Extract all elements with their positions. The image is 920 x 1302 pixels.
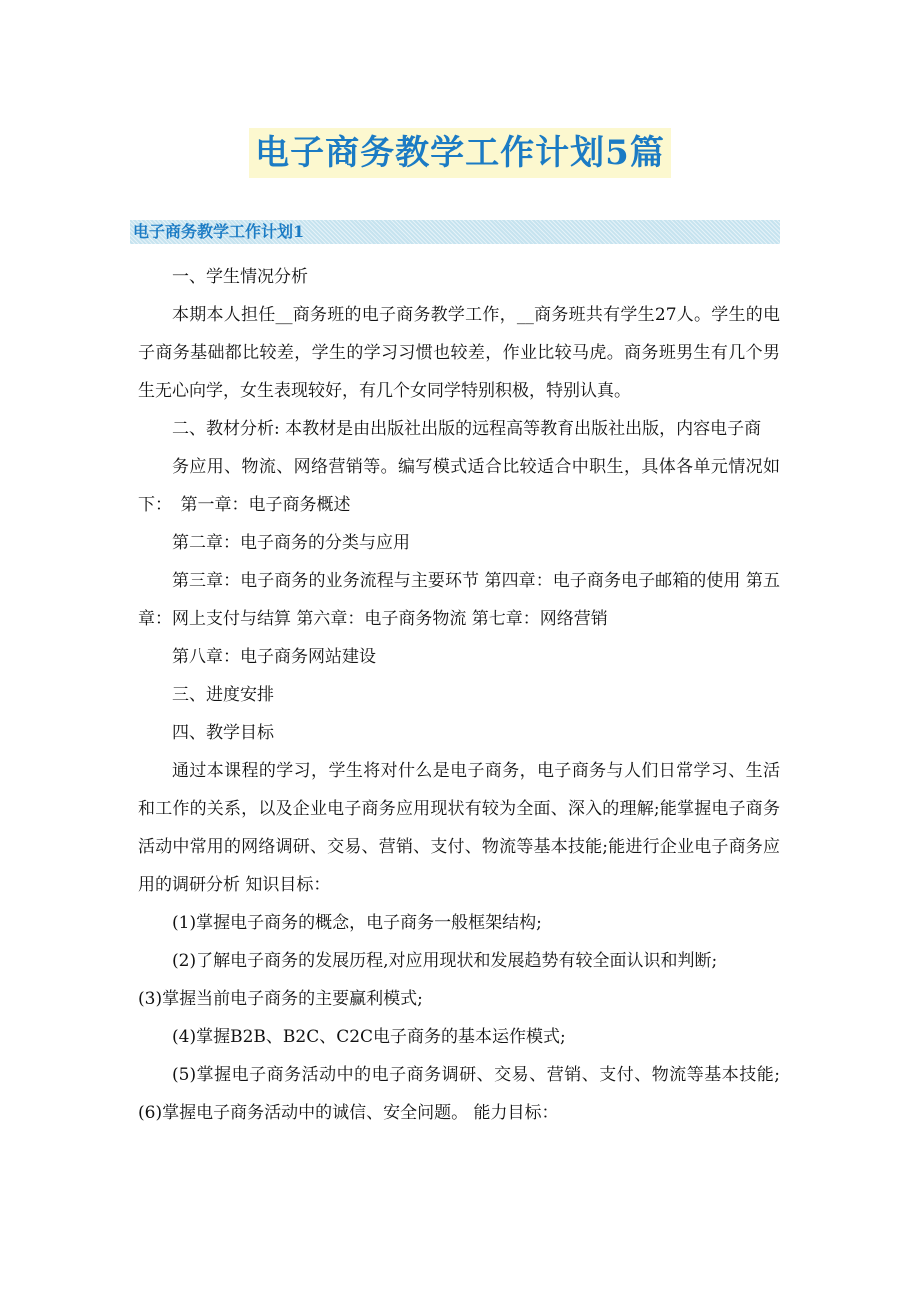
title-container <box>0 128 920 178</box>
body-paragraph: (5)掌握电子商务活动中的电子商务调研、交易、营销、支付、物流等基本技能; (6)掌握电子商务活动中的诚信、安全问题。 能力目标： <box>138 1065 780 1123</box>
body-paragraph: (2)了解电子商务的发展历程,对应用现状和发展趋势有较全面认识和判断; <box>172 951 718 971</box>
body-paragraph: 第八章：电子商务网站建设 <box>172 647 376 667</box>
body-paragraph: (1)掌握电子商务的概念，电子商务一般框架结构; <box>172 913 542 933</box>
body-paragraph: 三、进度安排 <box>172 685 274 705</box>
body-paragraph: 本期本人担任__商务班的电子商务教学工作，__商务班共有学生27人。学生的电子商务基础都比较差，学生的学习习惯也较差，作业比较马虎。商务班男生有几个男生无心向学，女生表现较好，有几个女同学特别积极，特别认真。 <box>138 305 780 401</box>
section-heading: 电子商务教学工作计划1 <box>133 222 305 241</box>
document-title: 电子商务教学工作计划5篇 <box>249 128 671 178</box>
body-paragraph: 通过本课程的学习，学生将对什么是电子商务，电子商务与人们日常学习、生活和工作的关系，以及企业电子商务应用现状有较为全面、深入的理解;能掌握电子商务活动中常用的网络调研、交易、营销、支付、物流等基本技能;能进行企业电子商务应用的调研分析 知识目标： <box>138 761 780 895</box>
body-paragraph: (3)掌握当前电子商务的主要赢利模式; <box>138 989 423 1009</box>
section-heading-bar <box>130 220 780 244</box>
body-paragraph: 四、教学目标 <box>172 723 274 743</box>
body-paragraph: 二、教材分析: 本教材是由出版社出版的远程高等教育出版社出版，内容电子商 <box>172 419 762 439</box>
body-paragraph: (4)掌握B2B、B2C、C2C电子商务的基本运作模式; <box>172 1027 566 1047</box>
body-paragraph: 第二章：电子商务的分类与应用 <box>172 533 410 553</box>
body-paragraph: 一、学生情况分析 <box>172 267 308 287</box>
document-body <box>138 258 780 1132</box>
body-paragraph: 第三章：电子商务的业务流程与主要环节 第四章：电子商务电子邮箱的使用 第五章：网上支付与结算 第六章：电子商务物流 第七章：网络营销 <box>138 571 780 629</box>
body-paragraph: 务应用、物流、网络营销等。编写模式适合比较适合中职生，具体各单元情况如下： 第一章：电子商务概述 <box>138 457 780 515</box>
